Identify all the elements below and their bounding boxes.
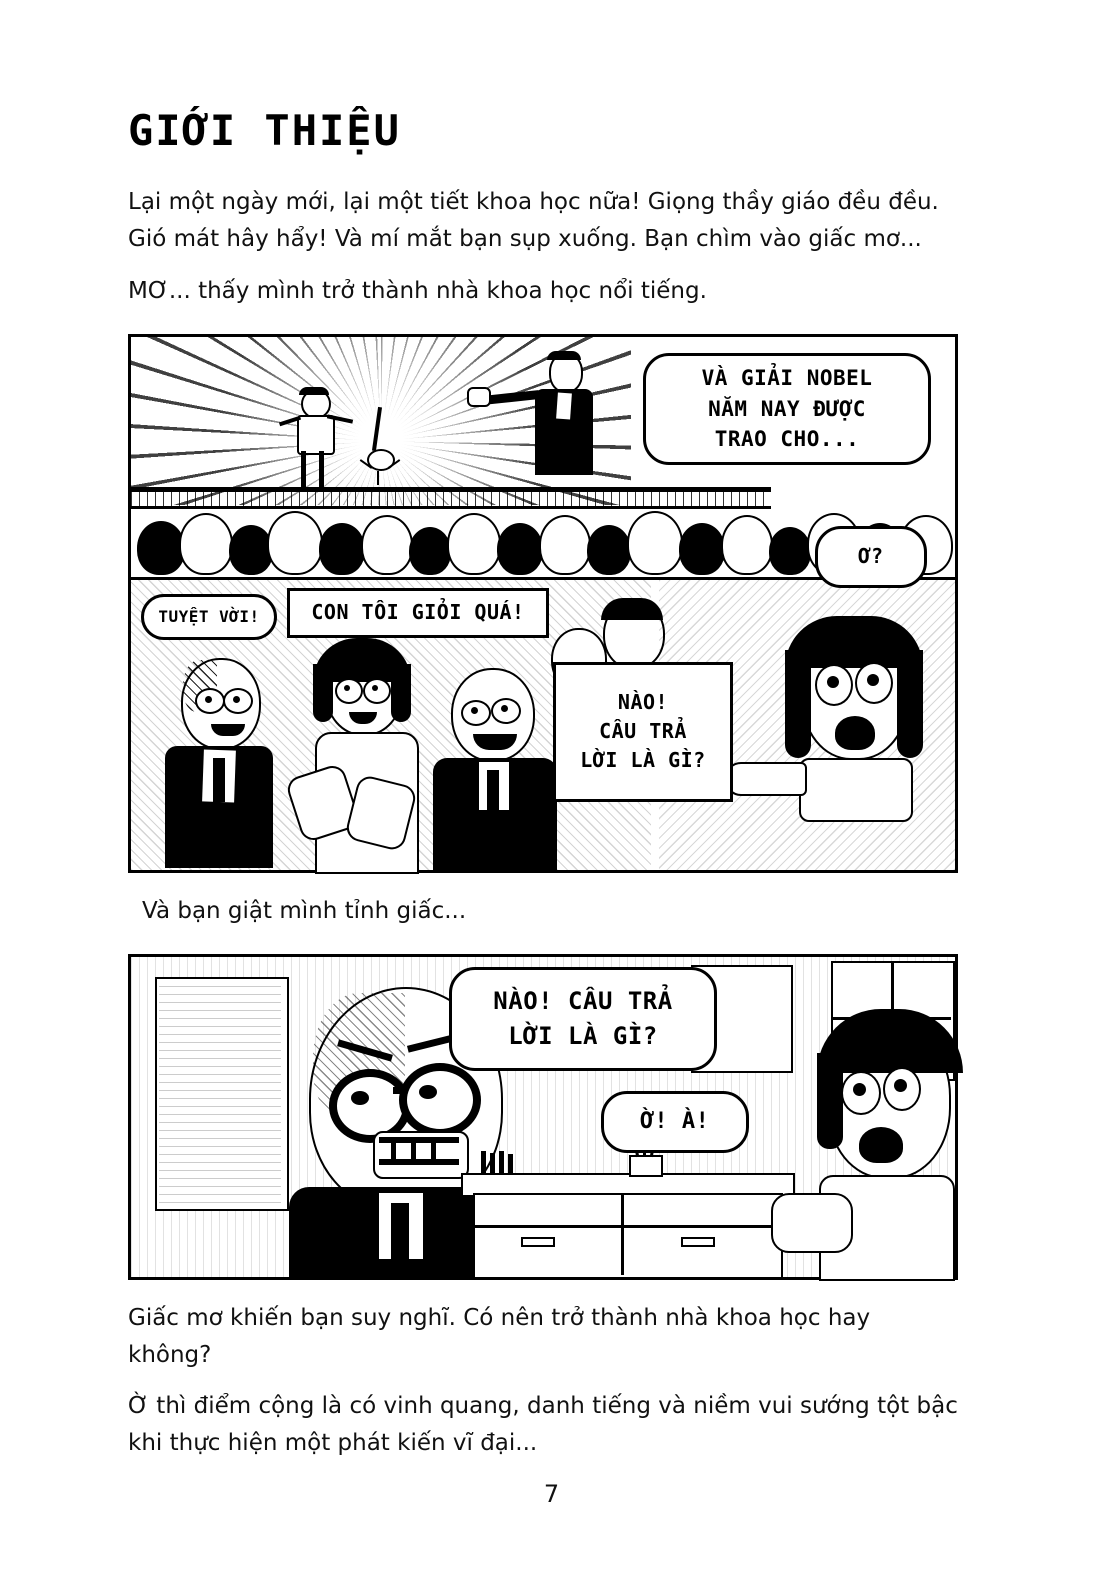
audience-head [319, 523, 365, 575]
desk-divider [621, 1193, 624, 1275]
man-right-eye [233, 696, 240, 703]
speech-bubble-tuyet-voi [141, 594, 277, 640]
student-right-pupil [894, 1079, 907, 1092]
presenter-hair [547, 351, 581, 360]
child-left-leg [301, 451, 306, 489]
speech-text: TUYỆT VỜI! [158, 607, 260, 627]
invention-object [359, 407, 409, 492]
girl-left-pupil [827, 676, 839, 688]
girl-hair-left [785, 650, 811, 758]
audience-dream-panel [128, 544, 958, 873]
classroom-wakeup-panel [128, 954, 958, 1280]
teeth-div-1 [391, 1137, 396, 1165]
woman-hair-left [313, 664, 333, 722]
audience-head [409, 527, 451, 575]
desk-handle-left [521, 1237, 555, 1247]
audience-head [679, 523, 725, 575]
speech-text: NÀO! CÂU TRẢ LỜI LÀ GÌ? [493, 986, 673, 1050]
girl-hair-right [897, 650, 923, 758]
speech-bubble-con-toi-gioi-qua [287, 588, 549, 638]
audience-head [497, 523, 543, 575]
closing-paragraph-1: Giấc mơ khiến bạn suy nghĩ. Có nên trở thành nhà khoa học hay không? [128, 1304, 871, 1368]
student-figure [779, 1015, 959, 1277]
audience-head [587, 525, 631, 575]
student-hand [771, 1193, 853, 1253]
cheering-man2-figure [421, 668, 571, 870]
man-left-eye [205, 696, 212, 703]
page-number: 7 [543, 1480, 560, 1508]
closing-paragraph-2: Ờ thì điểm cộng là có vinh quang, danh tiếng và niềm vui sướng tột bậc khi thực hiện một phát kiến vĩ đại... [128, 1393, 958, 1457]
book [508, 1154, 513, 1173]
page-title: GIỚI THIỆU [128, 106, 401, 155]
woman-hair-right [391, 664, 411, 722]
girl-right-pupil [867, 674, 879, 686]
desk-drawer-line [473, 1225, 779, 1228]
student-hair-side [817, 1053, 843, 1149]
girl-figure [779, 616, 929, 866]
speech-text: CON TÔI GIỎI QUÁ! [311, 600, 525, 625]
audience-head [361, 515, 413, 575]
pointing-hand [725, 758, 805, 798]
woman-left-lens [335, 678, 363, 704]
audience-head [721, 515, 773, 575]
man2-right-eye [501, 705, 508, 712]
speech-text: Ơ? [858, 544, 884, 569]
teacher-right-lens [399, 1063, 481, 1137]
man2-tie [487, 770, 499, 810]
teacher-glasses-bridge [393, 1087, 403, 1094]
book [499, 1151, 504, 1173]
hand-shape [725, 762, 807, 796]
teeth-div-2 [411, 1137, 416, 1165]
woman-left-eye [344, 685, 350, 691]
speech-bubble-nobel-announcement [643, 353, 931, 465]
teeth-div-3 [431, 1137, 436, 1165]
page-content [128, 108, 958, 1477]
presenter-hand [467, 387, 491, 407]
mid-caption: Và bạn giật mình tỉnh giấc... [142, 897, 467, 924]
man2-left-eye [471, 707, 478, 714]
cheering-man-figure [147, 658, 287, 868]
audience-head [447, 513, 501, 575]
intro-paragraph-2: MƠ... thấy mình trở thành nhà khoa học nổi tiếng. [128, 277, 707, 304]
student-open-mouth [859, 1127, 903, 1163]
girl-collar [799, 758, 913, 822]
audience-head [769, 527, 811, 575]
books-on-desk [481, 1151, 529, 1175]
cheering-woman-figure [291, 640, 441, 870]
comic-strip-classroom [128, 954, 958, 1280]
audience-head [137, 521, 185, 575]
teacher-right-pupil [419, 1085, 437, 1099]
child-torso [297, 415, 335, 455]
teacher-tie [391, 1203, 409, 1261]
speech-bubble-o-question [815, 526, 927, 588]
audience-head [539, 515, 591, 575]
spark-3 [377, 471, 379, 485]
speech-text: Ờ! À! [640, 1108, 710, 1134]
cup [629, 1155, 663, 1177]
student-left-pupil [853, 1083, 866, 1096]
desk-body [473, 1193, 783, 1279]
child-hair [299, 387, 329, 395]
invention-stem [372, 407, 382, 451]
girl-open-mouth [835, 716, 875, 750]
child-scientist-figure [283, 389, 347, 489]
speech-bubble-student-stammer [601, 1091, 749, 1153]
intro-paragraph-1: Lại một ngày mới, lại một tiết khoa học nữa! Giọng thầy giáo đều đều. Gió mát hây hẩy! Và mí mắt bạn sụp xuống. Bạn chìm vào giấc mơ... [128, 189, 939, 253]
book [490, 1153, 495, 1173]
audience-head [267, 511, 323, 575]
comic-strip-dream [128, 334, 958, 873]
speech-bubble-nao-cau-tra-loi [553, 662, 733, 802]
audience-head [627, 511, 683, 575]
audience-head [179, 513, 233, 575]
desk-handle-right [681, 1237, 715, 1247]
bg-face-hair [601, 598, 663, 620]
speech-text: VÀ GIẢI NOBEL NĂM NAY ĐƯỢC TRAO CHO... [701, 366, 873, 452]
child-right-leg [319, 451, 324, 489]
woman-right-eye [372, 685, 378, 691]
child-left-shoe [295, 487, 311, 492]
presenter-shirt [556, 392, 572, 419]
speech-bubble-teacher-question [449, 967, 717, 1071]
book [481, 1151, 486, 1173]
presenter-figure [523, 353, 613, 493]
woman-right-lens [363, 678, 391, 704]
man-tie [213, 758, 225, 802]
teacher-left-pupil [351, 1091, 369, 1105]
classroom-desk [461, 1155, 801, 1277]
speech-text: NÀO! CÂU TRẢ LỜI LÀ GÌ? [580, 690, 706, 773]
child-right-shoe [317, 487, 333, 492]
